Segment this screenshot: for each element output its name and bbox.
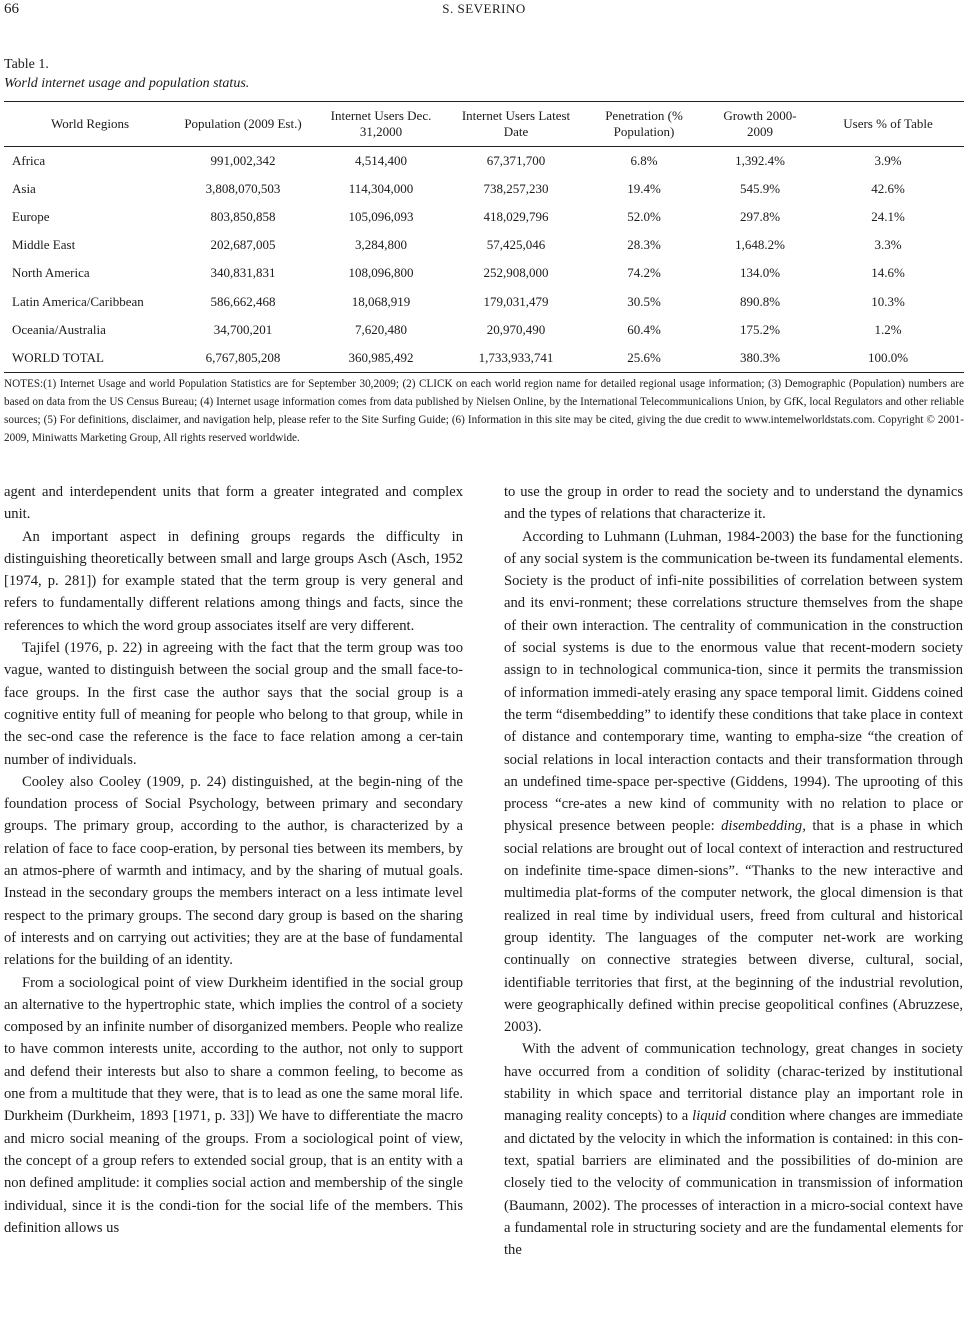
table-cell: 52.0% [627,209,661,225]
table-label: Table 1. [4,57,49,72]
table-caption [4,55,249,93]
table-cell: 60.4% [627,321,661,337]
table-cell: 134.0% [739,265,781,281]
table-cell: 3.3% [874,237,902,253]
body-column-left [4,481,463,1239]
table-cell: 100.0% [867,349,909,365]
table-cell: Latin America/Caribbean [12,293,144,309]
column-header: Penetration (% Population) [605,108,683,139]
table-cell: 803,850,858 [210,209,276,225]
paragraph: Cooley also Cooley (1909, p. 24) distinguished, at the begin-ning of the foundation process of Social Psychology, between primary and secondary groups. The primary group, according to the author, is characterized by a relation of face to face coop-eration, by personal ties between its members, by an atmos-phere of warmth and intimacy, and by the sharing of mutual goals. Instead in the secondary groups the members interact on a less intimate level respect to the primary groups. The second dary group is based on the sharing of interests and on carrying out activities; they are at the base of fundamental relations for the building of an identity. [4,773,463,969]
column-header: Internet Users Dec. 31,2000 [330,108,432,139]
column-header: Population (2009 Est.) [184,116,302,131]
table-cell: 991,002,342 [210,153,276,169]
table-cell: 114,304,000 [348,181,414,197]
paragraph: agent and interdependent units that form a greater integrated and complex unit. [4,484,463,523]
paragraph: With the advent of communication technology, great changes in society have occurred from a condition of solidity (charac-terized by institutional stability in which space and territorial distance play an important role in managing reality concepts) to a liquid condition where changes are immediate and dictated by the velocity in which the information is contained: in this con-text, spatial barriers are eliminated and the possibilities of do-minion are closely tied to the velocity of communication in transmission of information (Baumann, 2002). The processes of interaction in a micro-social context have a fundamental role in structuring society and are the fundamental elements for the [504,1041,963,1259]
table-row [4,344,964,373]
table-cell: 6,767,805,208 [205,349,281,365]
table-cell: 202,687,005 [210,237,276,253]
table-cell: 545.9% [739,181,781,197]
page-number: 66 [4,1,19,17]
table-cell: Oceania/Australia [12,321,106,337]
table-cell: Middle East [12,237,76,253]
table-cell: 738,257,230 [483,181,549,197]
table-cell: 25.6% [627,349,661,365]
table-cell: 380.3% [739,349,781,365]
table-cell: 340,831,831 [210,265,276,281]
table-cell: 1,733,933,741 [478,349,554,365]
table-row [4,316,964,344]
table-cell: 1,648.2% [735,237,785,253]
column-header: Internet Users Latest Date [461,108,571,139]
table-row [4,175,964,203]
paragraph: Tajifel (1976, p. 22) in agreeing with the fact that the term group was too vague, wanted to distinguish between the social group and the small face-to-face groups. In the first case the author says that the social group is a cognitive entity full of meaning for people who belong to that group, while in the sec-ond case the reference is the face to face relation among a cer-tain number of individuals. [4,640,463,768]
column-header: Growth 2000-2009 [723,108,797,139]
table-cell: 6.8% [630,153,658,169]
table-cell: 20,970,490 [486,321,546,337]
table-cell: 1,392.4% [735,153,785,169]
table-cell: 179,031,479 [483,293,549,309]
table-cell: 252,908,000 [483,265,549,281]
table-cell: 57,425,046 [486,237,546,253]
table-cell: 42.6% [871,181,905,197]
table-cell: 360,985,492 [348,349,414,365]
table-cell: 1.2% [874,321,902,337]
table-cell: 3.9% [874,153,902,169]
table-cell: Africa [12,153,46,169]
table-cell: WORLD TOTAL [12,349,104,365]
table-header-row [4,102,964,147]
table-cell: 14.6% [871,265,905,281]
table-cell: 108,096,800 [348,265,414,281]
table-cell: 890.8% [739,293,781,309]
column-header: World Regions [50,116,130,131]
table-cell: 105,096,093 [348,209,414,225]
table-row [4,147,964,176]
table-title: World internet usage and population status. [4,76,250,91]
running-head: S. SEVERINO [442,1,526,16]
table-cell: 10.3% [871,293,905,309]
paragraph: An important aspect in defining groups regards the difficulty in distinguishing theoretically between small and large groups Asch (Asch, 1952 [1974, p. 281]) for example stated that the term group is very general and refers to fundamentally different relations among things and facts, since the references to which the word group associates itself are very different. [4,528,463,634]
table-cell: 418,029,796 [483,209,549,225]
paragraph: to use the group in order to read the society and to understand the dynamics and the types of relations that characterize it. [504,484,963,523]
table-cell: 30.5% [627,293,661,309]
table-cell: 34,700,201 [213,321,273,337]
table-cell: 175.2% [739,321,781,337]
table-cell: 24.1% [871,209,905,225]
table-row [4,259,964,287]
table-cell: 297.8% [739,209,781,225]
paragraph: From a sociological point of view Durkheim identified in the social group an alternative to the hypertrophic state, which implies the control of a society composed by an infinite number of disorganized members. People who realize to have common interests unite, according to the author, not only to support and defend their interests but also to share a common feeling, to become as one from a multitude that they were, that is to lead as one the same moral life. Durkheim (Durkheim, 1893 [1971, p. 33]) We have to differentiate the macro and micro social meaning of the groups. From a sociological point of view, the concept of a group refers to extended social group, that is an entity with a non defined amplitude: it complies social action and membership of the single individual, since it is the condi-tion for the social life of the members. This definition allows us [4,974,463,1236]
internet-usage-table [4,101,964,373]
table-header [4,102,964,147]
table-row [4,203,964,231]
table-notes: NOTES:(1) Internet Usage and world Population Statistics are for September 30,2009; (2) CLICK on each world region name for detailed regional usage information; (3) Demographic (Population) numbers are based on data from the US Census Bureau; (4) Internet usage information comes from data published by Nielsen Online, by the International Telecommunicalions Union, by GfK, local Regulators and other reliable sources; (5) For definitions, disclaimer, and navigation help, please refer to the Site Surfing Guide; (6) Information in this site may be cited, giving the due credit to www.intemelworldstats.com. Copyright © 2001-2009, Miniwatts Marketing Group, All rights reserved worldwide. [4,378,964,445]
table-cell: Asia [12,181,36,197]
table-cell: 4,514,400 [355,153,407,169]
column-header: Users % of Table [843,116,933,131]
table-body [4,147,964,373]
table-cell: 7,620,480 [355,321,407,337]
table-cell: North America [12,265,90,281]
table-row [4,287,964,315]
paragraph: According to Luhmann (Luhman, 1984-2003) the base for the functioning of any social system is the communication be-tween its fundamental elements. Society is the product of infi-nite possibilities of correlation between system and its envi-ronment; these correlations structure themselves from the shape of their own interaction. The centrality of communication in the construction of social systems is due to the enormous value that recent-modern society assign to in technological communica-tion, since it permits the transmission of information immedi-ately erasing any space temporal limit. Giddens coined the term “disembedding” to identify these conditions that take place in context of distance and contemporary time, wanting to empha-size “the creation of social relations in local interaction contacts and their transformation through an undefined time-space per-spective (Giddens, 1994). The uprooting of this process “cre-ates a new kind of community with no relation to place or physical presence between people: disembedding, that is a phase in which social relations are brought out of local context of interaction and restructured on indefinite time-space dimen-sions”. “Thanks to the new interactive and multimedia plat-forms of the computer network, the glocal dimension is that realized in real time by individual users, freed from cultural and historical group identity. The languages of the computer net-work are working continually on connective strategies between diverse, cultural, social, identifiable territories that first, at the beginning of the industrial revolution, were geographically defined within precise geopolitical confines (Abruzzese, 2003). [504,528,963,1036]
table-cell: 3,284,800 [355,237,407,253]
table-cell: 28.3% [627,237,661,253]
table-cell: 586,662,468 [210,293,276,309]
body-column-right [504,481,963,1261]
page-header [0,0,968,22]
table-cell: 19.4% [627,181,661,197]
table-cell: 3,808,070,503 [205,181,281,197]
table-cell: 74.2% [627,265,661,281]
table-cell: Europe [12,209,50,225]
table-cell: 67,371,700 [486,153,546,169]
table-cell: 18,068,919 [351,293,411,309]
table-row [4,231,964,259]
